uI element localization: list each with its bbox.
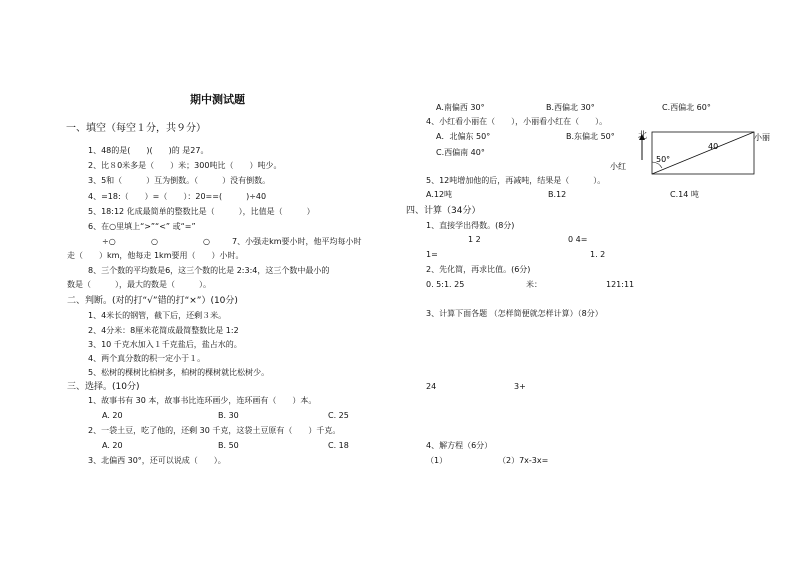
s4-p4-a: （1） xyxy=(426,456,448,465)
angle-label: 50° xyxy=(656,155,671,164)
north-label: 北 xyxy=(638,131,648,141)
section-4-heading: 四、计算（34分） xyxy=(406,206,481,216)
s1-q7-line1: 7、小强走km要小时，他平均每小时 xyxy=(232,237,362,246)
s2-q3: 3、10 千克水加入１千克盐后，盐占水的。 xyxy=(88,340,242,349)
s4-p3: 3、计算下面各题 （怎样简便就怎样计算）（8分） xyxy=(426,309,603,318)
q3-option-b: B.西偏北 30° xyxy=(546,103,595,112)
q5-option-a: A.12吨 xyxy=(426,190,453,199)
s1-q6-compare-1: ÷○ xyxy=(102,237,116,246)
s3-q2: 2、一袋土豆，吃了他的，还剩 30 千克，这袋土豆原有（ ）千克。 xyxy=(88,426,341,435)
s4-p2-a: 0. 5:1. 25 xyxy=(426,280,465,289)
s3-q2-option-c: C. 18 xyxy=(328,441,349,450)
diagram-diagonal xyxy=(652,132,754,174)
section-3-heading: 三、选择。(10分) xyxy=(67,382,140,392)
direction-diagram xyxy=(610,124,786,184)
s1-q6-compare-2: ○ xyxy=(151,237,158,246)
s4-p1-c: 1= xyxy=(426,250,438,259)
s4-p2-b: 米： xyxy=(526,280,542,289)
xiaohong-label: 小红 xyxy=(610,162,626,171)
q4-option-a: A．北偏东 50° xyxy=(436,132,491,141)
q4-text: 4、小红看小丽在（ ），小丽看小红在（ ）。 xyxy=(426,117,608,126)
q3-option-c: C.西偏北 60° xyxy=(662,103,711,112)
s3-q2-option-a: A. 20 xyxy=(102,441,123,450)
s3-q1-option-c: C. 25 xyxy=(328,411,349,420)
s4-p2: 2、先化简，再求比值。(6分) xyxy=(426,265,531,274)
xiaoli-label: 小丽 xyxy=(754,133,770,142)
s4-p3-b: 3+ xyxy=(514,382,526,391)
s1-q7-line2: 走（ ）km，他每走 1km要用（ ）小时。 xyxy=(67,251,244,260)
s4-p1-a: 1 2 xyxy=(468,235,481,244)
s3-q2-option-b: B. 50 xyxy=(218,441,239,450)
s4-p2-c: 121:11 xyxy=(606,280,635,289)
q5-option-b: B.12 xyxy=(548,190,567,199)
s1-q3: 3、5和（ ）互为倒数。（ ）没有倒数。 xyxy=(88,176,271,185)
s1-q6-compare-3: ○ xyxy=(203,237,210,246)
s4-p4-b: （2）7x-3x= xyxy=(498,456,549,465)
q5-text: 5、12吨增加他的后，再减吨，结果是（ ）。 xyxy=(426,176,606,185)
s1-q6: 6、在○里填上“>”“<” 或“=” xyxy=(88,222,196,231)
s2-q2: 2、4分米：8厘米花简成最简整数比是 1:2 xyxy=(88,326,239,335)
s3-q3: 3、北偏西 30°，还可以说成（ ）。 xyxy=(88,456,226,465)
q5-option-c: C.14 吨 xyxy=(670,190,699,199)
s4-p1: 1、直接学出得数。(8分) xyxy=(426,221,515,230)
s4-p1-b: 0 4= xyxy=(568,235,588,244)
s1-q2: 2、比８0米多是（ ）米；300吨比（ ）吨少。 xyxy=(88,161,282,170)
section-1-heading: 一、填空（每空１分，共９分） xyxy=(66,123,206,134)
s1-q1: 1、48的是( )( )的 是27。 xyxy=(88,146,209,155)
distance-label: 40 xyxy=(708,142,719,151)
s1-q8-line2: 数是（ ），最大的数是（ ）。 xyxy=(67,280,211,289)
s1-q8-line1: 8、三个数的平均数是6，这三个数的比是 2:3:4，这三个数中最小的 xyxy=(88,266,330,275)
s4-p1-d: 1. 2 xyxy=(590,250,606,259)
s4-p4: 4、解方程（6分） xyxy=(426,441,493,450)
s2-q5: 5、松树的棵树比柏树多，柏树的棵树就比松树少。 xyxy=(88,368,270,377)
page-title: 期中测试题 xyxy=(190,93,245,106)
s3-q1: 1、故事书有 30 本，故事书比连环画少，连环画有（ ）本。 xyxy=(88,396,317,405)
s3-q1-option-a: A. 20 xyxy=(102,411,123,420)
q4-option-c: C.西偏南 40° xyxy=(436,148,485,157)
s1-q4: 4、=18:（ ）=（ ）：20==( )÷40 xyxy=(88,192,267,201)
s4-p3-a: 24 xyxy=(426,382,437,391)
q3-option-a: A.南偏西 30° xyxy=(436,103,485,112)
s2-q1: 1、4米长的钢管，截下后，还剩３米。 xyxy=(88,311,227,320)
s1-q5: 5、18:12 化成最简单的整数比是（ ），比值是（ ） xyxy=(88,207,315,216)
s2-q4: 4、两个真分数的积一定小于１。 xyxy=(88,354,206,363)
s3-q1-option-b: B. 30 xyxy=(218,411,239,420)
section-2-heading: 二、判断。(对的打“√”错的打“×”）(10分) xyxy=(67,296,238,306)
q4-option-b: B.东偏北 50° xyxy=(566,132,615,141)
